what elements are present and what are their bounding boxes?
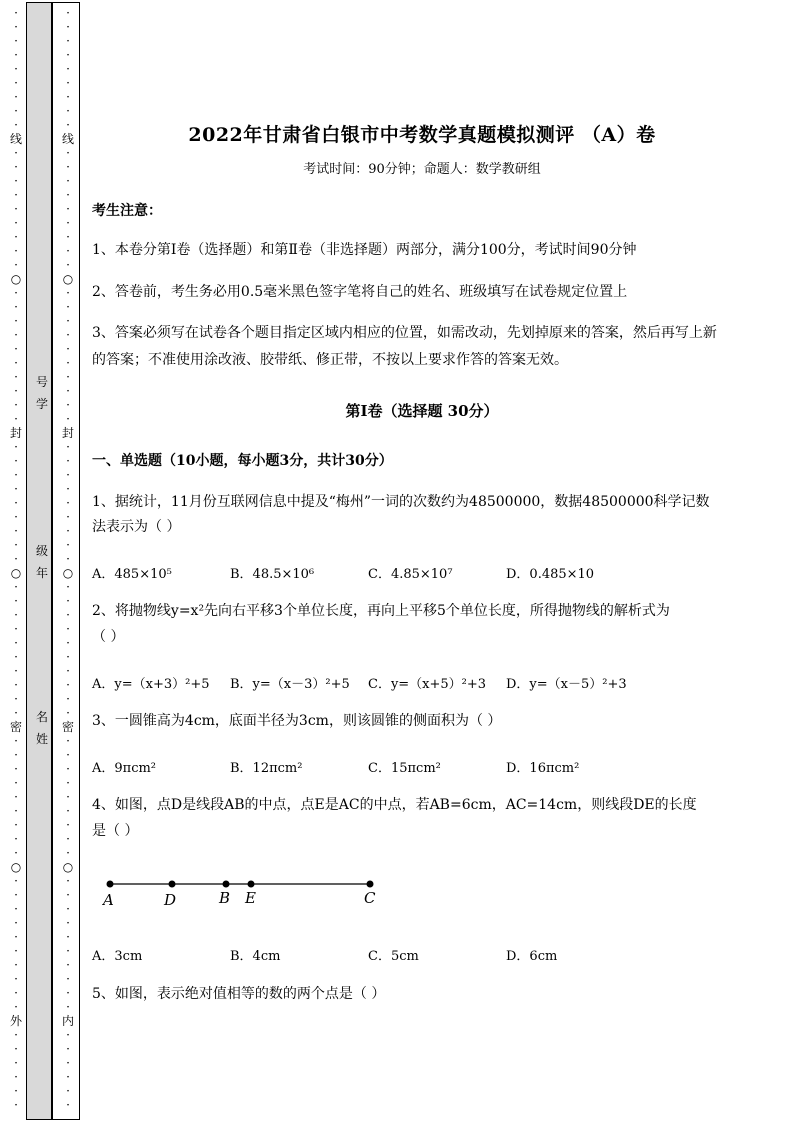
binding-dot: · (14, 524, 18, 538)
binding-dot: · (14, 202, 18, 216)
binding-dot: · (14, 454, 18, 468)
binding-dot: · (66, 62, 70, 76)
binding-dot: · (66, 986, 70, 1000)
binding-dot: · (66, 20, 70, 34)
point-b-dot (223, 881, 230, 888)
binding-dot: · (14, 832, 18, 846)
binding-dot: · (14, 930, 18, 944)
binding-dot: · (66, 6, 70, 20)
binding-dot: · (66, 412, 70, 426)
binding-mark: ○ (62, 272, 74, 286)
binding-dot: · (14, 412, 18, 426)
point-a-label: A (103, 891, 114, 909)
binding-mark: ○ (62, 566, 74, 580)
part-heading: 一、单选题（10小题，每小题3分，共计30分） (92, 453, 393, 469)
option-d[interactable]: D．y=（x－5）²+3 (506, 677, 627, 692)
binding-dot: · (66, 1084, 70, 1098)
question-5-line-1: 5、如图，表示绝对值相等的数的两个点是（ ） (92, 986, 386, 1002)
binding-dot: · (66, 216, 70, 230)
field-label-xuehao-1: 号 (35, 375, 48, 389)
binding-dot: · (66, 552, 70, 566)
question-2-options (92, 673, 752, 692)
binding-dot: · (66, 342, 70, 356)
option-c[interactable]: C．y=（x+5）²+3 (368, 677, 487, 692)
option-a[interactable]: A．9πcm² (92, 761, 157, 776)
binding-dot: · (66, 902, 70, 916)
binding-dot: · (14, 706, 18, 720)
binding-dot: · (14, 944, 18, 958)
binding-dot: · (14, 370, 18, 384)
binding-dot: · (66, 328, 70, 342)
binding-dot: · (66, 972, 70, 986)
binding-dot: · (66, 538, 70, 552)
notice-item-1: 1、本卷分第I卷（选择题）和第Ⅱ卷（非选择题）两部分，满分100分，考试时间90分钟 (92, 242, 637, 258)
binding-dot: · (66, 594, 70, 608)
question-2-line-2: （ ） (92, 629, 125, 645)
binding-dot: · (66, 818, 70, 832)
binding-dot: · (66, 286, 70, 300)
binding-dot: · (66, 1042, 70, 1056)
binding-mark: 线 (62, 132, 75, 146)
binding-dot: · (66, 146, 70, 160)
binding-dot: · (66, 664, 70, 678)
binding-dot: · (66, 874, 70, 888)
binding-dot: · (66, 846, 70, 860)
binding-dot: · (66, 804, 70, 818)
binding-dot: · (14, 762, 18, 776)
binding-dot: · (66, 650, 70, 664)
binding-dot: · (14, 160, 18, 174)
binding-mark: ○ (62, 860, 74, 874)
binding-dot: · (66, 230, 70, 244)
binding-mark: 内 (62, 1014, 75, 1028)
binding-dot: · (66, 748, 70, 762)
binding-dot: · (66, 202, 70, 216)
option-a[interactable]: A．485×10⁵ (92, 567, 172, 582)
question-3-line-1: 3、一圆锥高为4cm，底面半径为3cm，则该圆锥的侧面积为（ ） (92, 713, 502, 729)
binding-dot: · (14, 230, 18, 244)
binding-dot: · (14, 90, 18, 104)
binding-dot: · (14, 314, 18, 328)
binding-dot: · (66, 118, 70, 132)
binding-dot: · (14, 48, 18, 62)
binding-dot: · (14, 1056, 18, 1070)
binding-dot: · (14, 1000, 18, 1014)
binding-dot: · (14, 594, 18, 608)
binding-dot: · (14, 34, 18, 48)
binding-dot: · (66, 832, 70, 846)
question-4-line-2: 是（ ） (92, 823, 139, 839)
binding-dot: · (66, 398, 70, 412)
segment-figure (102, 870, 402, 920)
binding-dot: · (66, 454, 70, 468)
point-d-label: D (164, 891, 177, 909)
binding-dot: · (66, 482, 70, 496)
binding-dot: · (14, 468, 18, 482)
option-b[interactable]: B．4cm (230, 949, 281, 964)
notice-heading: 考生注意： (92, 203, 162, 219)
binding-dot: · (14, 1098, 18, 1112)
binding-dot: · (14, 776, 18, 790)
binding-dot: · (14, 216, 18, 230)
notice-item-3-cont: 的答案；不准使用涂改液、胶带纸、修正带，不按以上要求作答的答案无效。 (92, 352, 568, 368)
binding-dot: · (14, 300, 18, 314)
binding-dot: · (66, 300, 70, 314)
binding-dot: · (14, 986, 18, 1000)
binding-dot: · (66, 356, 70, 370)
binding-dot: · (14, 552, 18, 566)
binding-dot: · (66, 1028, 70, 1042)
question-4-options (92, 945, 752, 964)
binding-dot: · (66, 104, 70, 118)
page-subtitle: 考试时间：90分钟；命题人：数学教研组 (303, 162, 541, 177)
binding-dot: · (14, 622, 18, 636)
binding-dot: · (14, 356, 18, 370)
point-e-label: E (245, 889, 256, 907)
field-label-nianji-1: 级 (35, 544, 48, 558)
binding-dot: · (66, 930, 70, 944)
binding-dot: · (66, 1070, 70, 1084)
binding-dot: · (66, 958, 70, 972)
notice-item-2: 2、答卷前，考生务必用0.5毫米黑色签字笔将自己的姓名、班级填写在试卷规定位置上 (92, 284, 628, 300)
binding-dot: · (14, 188, 18, 202)
binding-dot: · (66, 370, 70, 384)
binding-mark: 密 (62, 720, 75, 734)
binding-mark: ○ (10, 566, 22, 580)
binding-dot: · (66, 174, 70, 188)
option-d[interactable]: D．6cm (506, 949, 558, 964)
binding-dot: · (14, 580, 18, 594)
binding-dot: · (66, 468, 70, 482)
binding-dot: · (14, 636, 18, 650)
binding-dot: · (66, 1000, 70, 1014)
binding-dot: · (14, 902, 18, 916)
binding-dot: · (14, 664, 18, 678)
question-4-line-1: 4、如图，点D是线段AB的中点，点E是AC的中点，若AB=6cm，AC=14cm，则线段DE的长度 (92, 797, 697, 813)
binding-dot: · (14, 818, 18, 832)
binding-mark: 封 (62, 426, 75, 440)
binding-dot: · (14, 482, 18, 496)
notice-item-3: 3、答案必须写在试卷各个题目指定区域内相应的位置，如需改动，先划掉原来的答案，然后再写上新 (92, 325, 717, 341)
option-a[interactable]: A．3cm (92, 949, 143, 964)
binding-dot: · (14, 20, 18, 34)
binding-dot: · (66, 706, 70, 720)
binding-dot: · (66, 636, 70, 650)
binding-dot: · (14, 342, 18, 356)
binding-dot: · (14, 118, 18, 132)
binding-dot: · (66, 496, 70, 510)
question-1-options (92, 563, 752, 582)
binding-dot: · (14, 874, 18, 888)
binding-dot: · (66, 440, 70, 454)
binding-dot: · (14, 916, 18, 930)
binding-dot: · (14, 1042, 18, 1056)
binding-dot: · (66, 34, 70, 48)
binding-dot: · (66, 510, 70, 524)
binding-dot: · (66, 384, 70, 398)
option-b[interactable]: B．12πcm² (230, 761, 303, 776)
question-3-options (92, 757, 752, 776)
binding-dot: · (66, 188, 70, 202)
binding-dot: · (14, 496, 18, 510)
binding-dot: · (14, 104, 18, 118)
binding-mark: ○ (10, 272, 22, 286)
binding-dot: · (66, 524, 70, 538)
binding-dot: · (14, 846, 18, 860)
point-c-dot (367, 881, 374, 888)
binding-dot: · (14, 608, 18, 622)
option-a[interactable]: A．y=（x+3）²+5 (92, 677, 210, 692)
binding-gray-strip (26, 2, 52, 1120)
binding-dot: · (14, 1028, 18, 1042)
binding-dot: · (66, 314, 70, 328)
binding-margin (0, 0, 86, 1123)
binding-mark: 封 (10, 426, 23, 440)
binding-dot: · (14, 174, 18, 188)
binding-dot: · (14, 972, 18, 986)
binding-dot: · (66, 944, 70, 958)
binding-dot: · (66, 580, 70, 594)
binding-dot: · (14, 398, 18, 412)
option-d[interactable]: D．0.485×10 (506, 567, 595, 582)
binding-dot: · (66, 1098, 70, 1112)
binding-mark: 线 (10, 132, 23, 146)
binding-dot: · (14, 790, 18, 804)
binding-dot: · (14, 888, 18, 902)
option-d[interactable]: D．16πcm² (506, 761, 580, 776)
binding-dot: · (66, 916, 70, 930)
binding-dot: · (14, 286, 18, 300)
binding-dot: · (14, 510, 18, 524)
binding-dot: · (14, 62, 18, 76)
binding-dot: · (14, 146, 18, 160)
binding-dot: · (14, 692, 18, 706)
binding-mark: ○ (10, 860, 22, 874)
binding-dot: · (14, 384, 18, 398)
binding-dot: · (14, 258, 18, 272)
binding-dot: · (66, 90, 70, 104)
binding-dot: · (14, 748, 18, 762)
point-c-label: C (364, 889, 376, 907)
binding-dot: · (14, 1070, 18, 1084)
binding-dot: · (14, 650, 18, 664)
page-title: 2022年甘肃省白银市中考数学真题模拟测评 （A）卷 (188, 124, 656, 146)
field-label-xuehao-2: 学 (35, 397, 48, 411)
binding-dot: · (66, 622, 70, 636)
binding-mark: 密 (10, 720, 23, 734)
binding-dot: · (66, 48, 70, 62)
binding-mark: 外 (10, 1014, 23, 1028)
option-c[interactable]: C．5cm (368, 949, 419, 964)
binding-dot: · (66, 734, 70, 748)
binding-dot: · (14, 440, 18, 454)
binding-dot: · (66, 790, 70, 804)
field-label-xingming-1: 名 (35, 710, 48, 724)
binding-dot: · (66, 160, 70, 174)
binding-dot: · (14, 538, 18, 552)
binding-dot: · (66, 76, 70, 90)
question-2-line-1: 2、将抛物线y=x²先向右平移3个单位长度，再向上平移5个单位长度，所得抛物线的解析式为 (92, 603, 670, 619)
binding-dot: · (14, 958, 18, 972)
section-title: 第I卷（选择题 30分） (345, 402, 499, 420)
point-d-dot (169, 881, 176, 888)
option-b[interactable]: B．48.5×10⁶ (230, 567, 315, 582)
binding-dot: · (66, 1056, 70, 1070)
point-b-label: B (219, 889, 231, 907)
field-label-nianji-2: 年 (35, 566, 48, 580)
point-a-dot (107, 881, 114, 888)
binding-dot: · (14, 804, 18, 818)
binding-dot: · (66, 776, 70, 790)
binding-dot: · (66, 608, 70, 622)
binding-dot: · (66, 244, 70, 258)
question-1-line-2: 法表示为（ ） (92, 519, 181, 535)
option-c[interactable]: C．4.85×10⁷ (368, 567, 453, 582)
binding-dot: · (66, 762, 70, 776)
binding-dot: · (14, 1084, 18, 1098)
field-label-xingming-2: 姓 (35, 732, 48, 746)
binding-dot: · (14, 244, 18, 258)
binding-dot: · (66, 258, 70, 272)
binding-dot: · (14, 76, 18, 90)
binding-dot: · (66, 678, 70, 692)
option-c[interactable]: C．15πcm² (368, 761, 441, 776)
binding-dot: · (66, 888, 70, 902)
binding-dot: · (14, 328, 18, 342)
point-e-dot (248, 881, 255, 888)
option-b[interactable]: B．y=（x－3）²+5 (230, 677, 350, 692)
binding-dot: · (14, 734, 18, 748)
binding-dot: · (66, 692, 70, 706)
binding-dot: · (14, 6, 18, 20)
binding-dot: · (14, 678, 18, 692)
question-1-line-1: 1、据统计，11月份互联网信息中提及“梅州”一词的次数约为48500000，数据48500000科学记数 (92, 494, 710, 510)
